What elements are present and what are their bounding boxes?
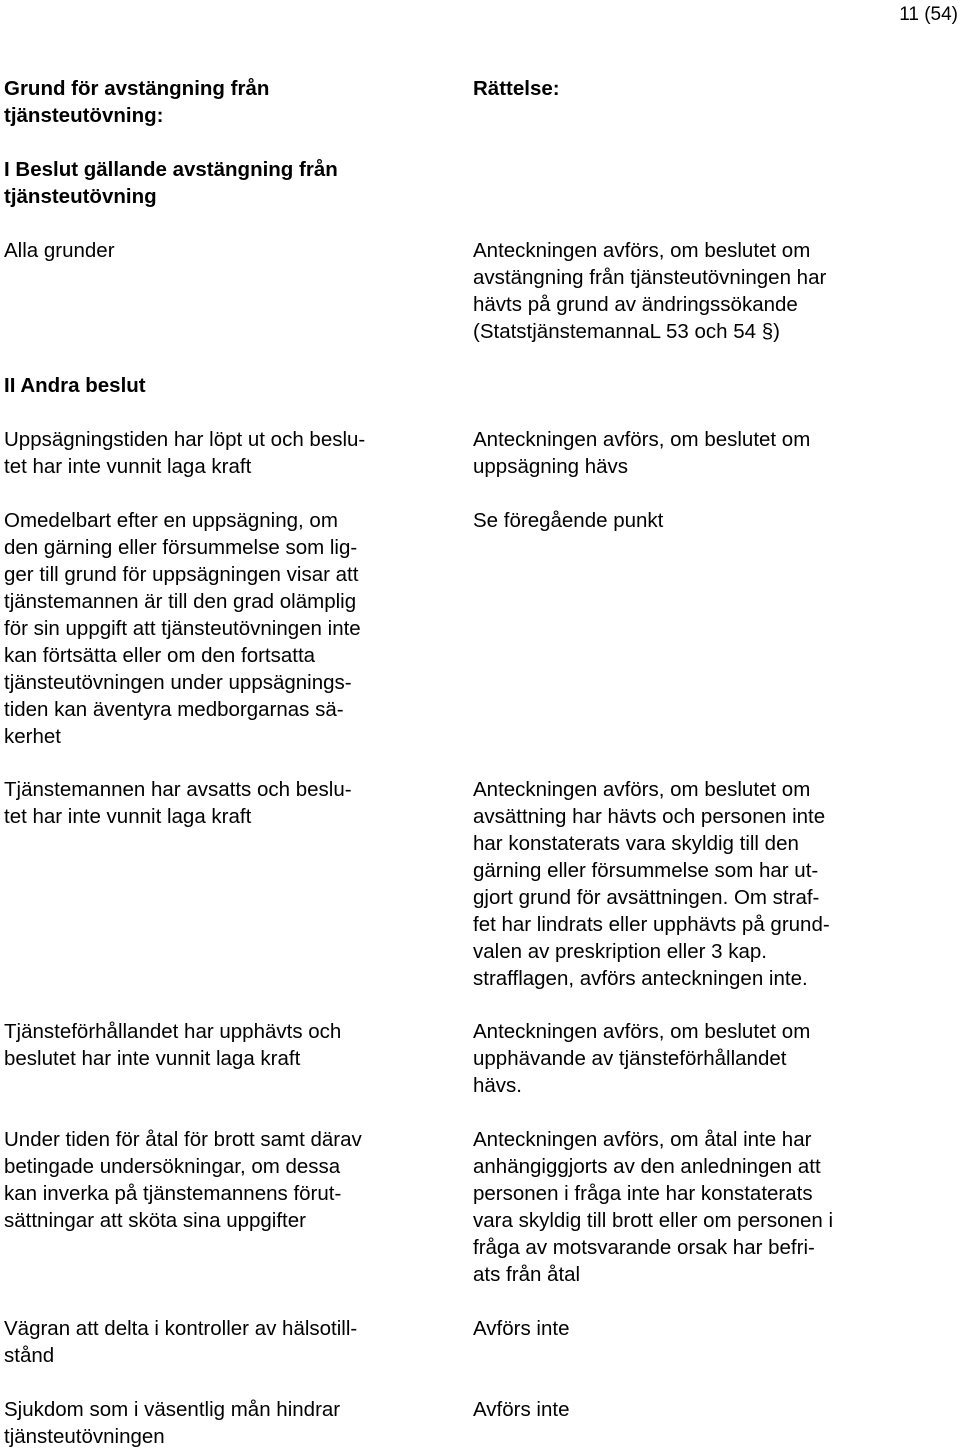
section-2-row-4-ground [4, 1018, 434, 1072]
ground-text: Omedelbart efter en uppsägning, om den gärning eller försummelse som lig- ger till grund för uppsägningen visar att tjänstemannen är till den grad olämplig för sin uppgift att tjänsteutövningen inte kan förtsätta eller om den fortsatta tjänsteutövningen under uppsägnings- tiden kan äventyra medborgarnas sä- kerhet [4, 509, 361, 748]
section-2-row-1-correction [473, 426, 903, 480]
section-2-row-7-ground [4, 1396, 434, 1450]
section-2-row-5-ground [4, 1126, 434, 1234]
section-2-row-4-correction [473, 1018, 903, 1099]
section-2-row-7-correction [473, 1396, 903, 1423]
section-2-row-6-correction [473, 1315, 903, 1342]
section-2-title: II Andra beslut [4, 374, 146, 397]
section-2-heading [4, 372, 434, 399]
section-2-row-2-correction [473, 507, 903, 534]
section-1-heading [4, 156, 434, 210]
section-2-row-5-correction [473, 1126, 903, 1288]
ground-text: Under tiden för åtal för brott samt därav betingade undersökningar, om dessa kan inverka på tjänstemannens förut- sättningar att sköta sina uppgifter [4, 1128, 362, 1232]
section-2-row-1-ground [4, 426, 434, 480]
correction-text: Anteckningen avförs, om beslutet om upphävande av tjänsteförhållandet hävs. [473, 1020, 811, 1097]
section-2-row-3-correction [473, 776, 903, 992]
header-ground-title: Grund för avstängning från tjänsteutövning: [4, 77, 270, 127]
correction-text: Anteckningen avförs, om beslutet om avsättning har hävts och personen inte har konstaterats vara skyldig till den gärning eller försummelse som har ut- gjort grund för avsättningen. Om straf- fet har lindrats eller upphävts på grund- valen av preskription eller 3 kap. strafflagen, avförs anteckningen inte. [473, 778, 830, 990]
section-2-row-6-ground [4, 1315, 434, 1369]
header-correction-title: Rättelse: [473, 77, 560, 100]
ground-text: Tjänsteförhållandet har upphävts och beslutet har inte vunnit laga kraft [4, 1020, 342, 1070]
ground-text: Sjukdom som i väsentlig mån hindrar tjänsteutövningen [4, 1398, 341, 1448]
ground-text: Tjänstemannen har avsatts och beslu- tet har inte vunnit laga kraft [4, 778, 352, 828]
correction-text: Avförs inte [473, 1317, 570, 1340]
correction-text: Anteckningen avförs, om åtal inte har anhängiggjorts av den anledningen att personen i fråga inte har konstaterats vara skyldig till brott eller om personen i fråga av motsvarande orsak har befri- ats från åtal [473, 1128, 834, 1286]
page-number: 11 (54) [899, 4, 958, 25]
header-left-column [4, 75, 434, 129]
section-2-row-2-ground [4, 507, 434, 750]
correction-text: Anteckningen avförs, om beslutet om avstängning från tjänsteutövningen har hävts på grund av ändringssökande (StatstjänstemannaL 53 och 54 §) [473, 239, 827, 343]
ground-text: Alla grunder [4, 239, 115, 262]
ground-text: Vägran att delta i kontroller av hälsotill- stånd [4, 1317, 358, 1367]
correction-text: Anteckningen avförs, om beslutet om uppsägning hävs [473, 428, 811, 478]
section-1-row-1-correction [473, 237, 903, 345]
ground-text: Uppsägningstiden har löpt ut och beslu- tet har inte vunnit laga kraft [4, 428, 366, 478]
section-1-title: I Beslut gällande avstängning från tjänsteutövning [4, 158, 338, 208]
header-right-column [473, 75, 903, 102]
section-2-row-3-ground [4, 776, 434, 830]
correction-text: Avförs inte [473, 1398, 570, 1421]
section-1-row-1-ground [4, 237, 434, 264]
correction-text: Se föregående punkt [473, 509, 664, 532]
